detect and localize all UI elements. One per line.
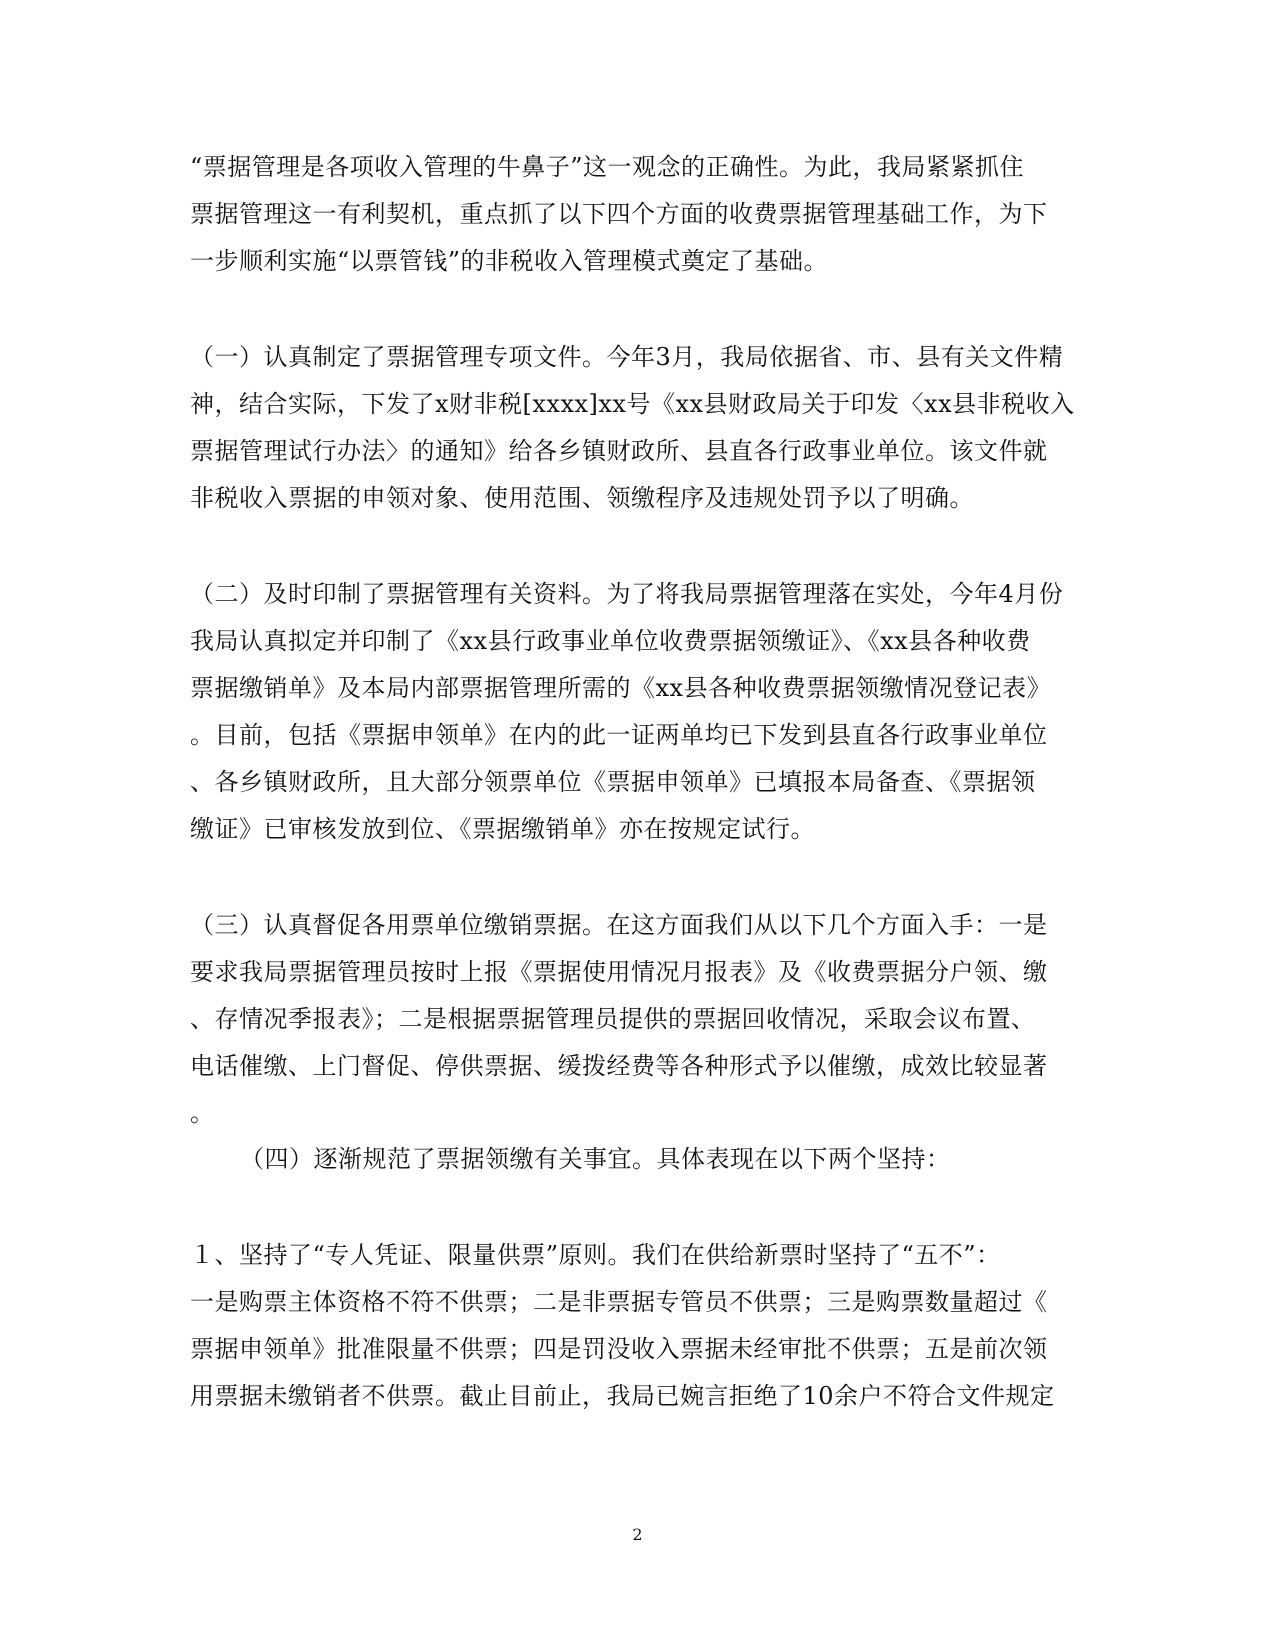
paragraph-4-line-2: 要求我局票据管理员按时上报《票据使用情况月报表》及《收费票据分户领、缴 bbox=[190, 958, 1048, 986]
paragraph-3-line-1: （二）及时印制了票据管理有关资料。为了将我局票据管理落在实处，今年4月份 bbox=[190, 580, 1064, 608]
paragraph-5-line-1: １、坚持了“专人凭证、限量供票”原则。我们在供给新票时坚持了“五不”： bbox=[190, 1241, 1001, 1269]
paragraph-3-line-3: 票据缴销单》及本局内部票据管理所需的《xx县各种收费票据领缴情况登记表》 bbox=[190, 674, 1052, 702]
paragraph-3-line-5: 、各乡镇财政所，且大部分领票单位《票据申领单》已填报本局备查、《票据领 bbox=[190, 768, 1036, 796]
paragraph-2-line-3: 票据管理试行办法〉的通知》给各乡镇财政所、县直各行政事业单位。该文件就 bbox=[190, 437, 1048, 465]
paragraph-1-line-1: “票据管理是各项收入管理的牛鼻子”这一观念的正确性。为此，我局紧紧抓住 bbox=[190, 153, 1025, 181]
paragraph-4-line-1: （三）认真督促各用票单位缴销票据。在这方面我们从以下几个方面入手：一是 bbox=[190, 911, 1048, 939]
paragraph-4-line-5: 。 bbox=[190, 1099, 215, 1127]
paragraph-1-line-2: 票据管理这一有利契机，重点抓了以下四个方面的收费票据管理基础工作，为下 bbox=[190, 200, 1048, 228]
page-number: 2 bbox=[632, 1525, 643, 1544]
paragraph-4-line-3: 、存情况季报表》；二是根据票据管理员提供的票据回收情况，采取会议布置、 bbox=[190, 1005, 1036, 1033]
paragraph-2-line-2: 神，结合实际，下发了x财非税[xxxx]xx号《xx县财政局关于印发〈xx县非税收入 bbox=[190, 390, 1075, 418]
paragraph-4-line-4: 电话催缴、上门督促、停供票据、缓拨经费等各种形式予以催缴，成效比较显著 bbox=[190, 1052, 1048, 1080]
paragraph-5-line-2: 一是购票主体资格不符不供票；二是非票据专管员不供票；三是购票数量超过《 bbox=[190, 1288, 1048, 1316]
paragraph-1-line-3: 一步顺利实施“以票管钱”的非税收入管理模式奠定了基础。 bbox=[190, 247, 829, 275]
paragraph-2-line-4: 非税收入票据的申领对象、使用范围、领缴程序及违规处罚予以了明确。 bbox=[190, 484, 974, 512]
paragraph-2-line-1: （一）认真制定了票据管理专项文件。今年3月，我局依据省、市、县有关文件精 bbox=[190, 343, 1064, 371]
paragraph-3-line-2: 我局认真拟定并印制了《xx县行政事业单位收费票据领缴证》、《xx县各种收费 bbox=[190, 627, 1031, 655]
paragraph-3-line-4: 。目前，包括《票据申领单》在内的此一证两单均已下发到县直各行政事业单位 bbox=[190, 721, 1048, 749]
paragraph-5-line-3: 票据申领单》批准限量不供票；四是罚没收入票据未经审批不供票；五是前次领 bbox=[190, 1335, 1048, 1363]
paragraph-4-line-6: （四）逐渐规范了票据领缴有关事宜。具体表现在以下两个坚持： bbox=[240, 1145, 951, 1173]
paragraph-5-line-4: 用票据未缴销者不供票。截止目前止，我局已婉言拒绝了10余户不符合文件规定 bbox=[190, 1382, 1055, 1410]
paragraph-3-line-6: 缴证》已审核发放到位、《票据缴销单》亦在按规定试行。 bbox=[190, 815, 815, 843]
